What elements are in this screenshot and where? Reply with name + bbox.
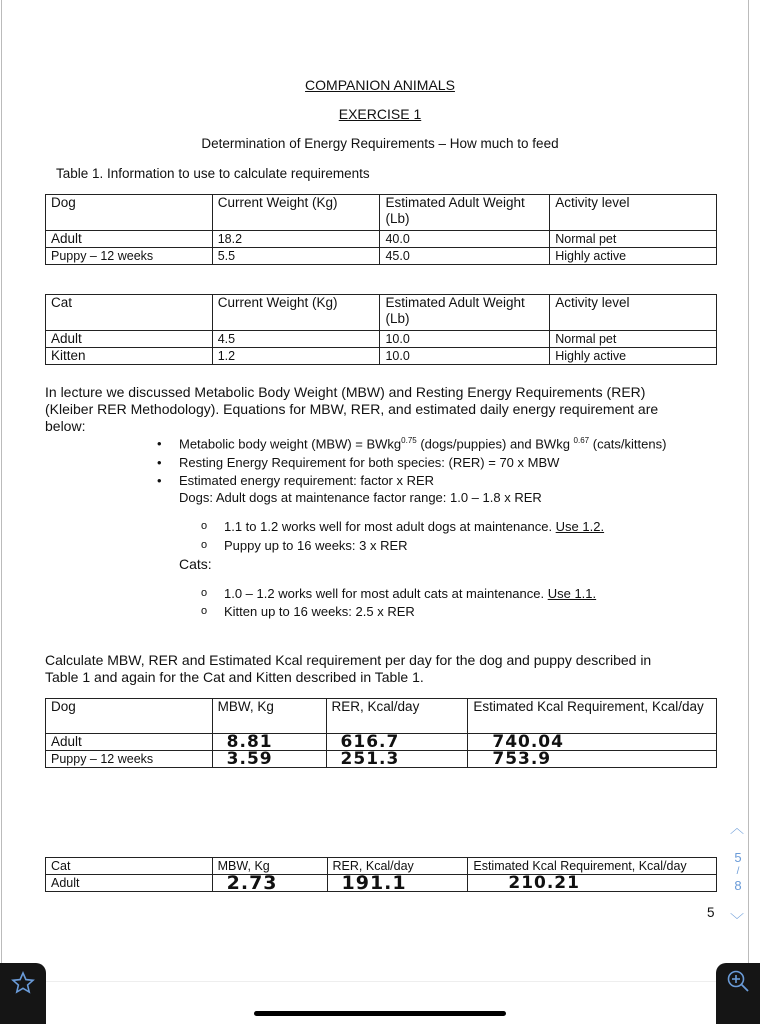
exponent: 0.75 [401,436,417,445]
cell: 1.2 [212,348,380,365]
table-row [46,734,717,751]
cat-calc-table [45,857,717,892]
handwritten-answer: 8.81 [212,734,326,751]
exercise-title [0,106,760,122]
bullet-mbw: • [157,436,162,451]
rer-equation: Resting Energy Requirement for both species: (RER) = 70 x MBW [179,455,560,470]
subtitle: Determination of Energy Requirements – How much to feed [201,136,559,151]
favorite-tab[interactable] [0,963,46,1024]
cell: Puppy – 12 weeks [46,751,213,768]
header-cell: Estimated Kcal Requirement, Kcal/day [468,858,717,875]
header-cell: RER, Kcal/day [327,858,468,875]
cell: 40.0 [380,231,550,248]
cell: 45.0 [380,248,550,265]
cell: 10.0 [380,348,550,365]
text: (cats/kittens) [589,436,667,452]
handwritten-answer: 616.7 [326,734,468,751]
cat-factor-use: Use 1.1. [547,586,597,601]
mbw-equation [179,436,666,451]
home-indicator[interactable] [254,1011,506,1016]
handwritten-answer: 2.73 [212,875,327,892]
cell: 18.2 [212,231,380,248]
circle-bullet: o [201,539,208,551]
text: Metabolic body weight (MBW) = BWkg [179,436,402,452]
table-row [46,231,717,248]
kitten-factor: Kitten up to 16 weeks: 2.5 x RER [224,604,415,619]
table-header-row [46,295,717,331]
text: 1.0 – 1.2 works well for most adult cats at maintenance. [224,586,548,601]
table1-caption: Table 1. Information to use to calculate requirements [56,166,370,181]
calc-instructions: Table 1 and again for the Cat and Kitten described in Table 1. [45,669,424,685]
table-row [46,348,717,365]
intro-text: (Kleiber RER Methodology). Equations for MBW, RER, and estimated daily energy requirement are [45,401,659,417]
cell: 5.5 [212,248,380,265]
table-header-row [46,699,717,734]
star-icon [11,971,35,995]
cat-info-table [45,294,717,365]
handwritten-answer: 3.59 [212,751,326,768]
scroll-down-icon[interactable]: ﹀ [730,912,744,928]
header-cell: Activity level [550,195,717,231]
table-row [46,248,717,265]
text: (dogs/puppies) and BWkg [416,436,574,452]
table-header-row [46,195,717,231]
bullet-eer: • [157,473,162,488]
cell: Adult [46,231,213,248]
scroll-up-icon[interactable]: ︿ [730,820,744,836]
dogs-factor-range: Dogs: Adult dogs at maintenance factor range: 1.0 – 1.8 x RER [179,490,542,505]
text: 1.1 to 1.2 works well for most adult dogs at maintenance. [224,519,556,534]
header-cell: Estimated Kcal Requirement, Kcal/day [468,699,717,734]
header-cell: MBW, Kg [212,699,326,734]
page-separator: / [736,866,740,877]
header-cell: Cat [46,295,213,331]
intro-text: In lecture we discussed Metabolic Body Weight (MBW) and Resting Energy Requirements (RER) [45,384,646,400]
handwritten-answer: 740.04 [468,734,717,751]
page-indicator[interactable] [733,851,743,893]
circle-bullet: o [201,587,208,599]
total-pages: 8 [734,878,742,893]
cell: Normal pet [550,231,717,248]
cell: 10.0 [380,331,550,348]
cell: Highly active [550,248,717,265]
toolbar-divider [0,981,760,982]
circle-bullet: o [201,520,208,532]
exponent: 0.67 [573,436,590,445]
cell: Kitten [46,348,213,365]
dog-info-table [45,194,717,265]
bullet-rer: • [157,455,162,470]
calc-instructions: Calculate MBW, RER and Estimated Kcal requirement per day for the dog and puppy described in [45,652,652,668]
puppy-factor: Puppy up to 16 weeks: 3 x RER [224,538,408,553]
header-cell: Dog [46,699,213,734]
doc-title-text: COMPANION ANIMALS [305,77,455,93]
page-number: 5 [707,905,715,920]
zoom-in-icon [726,969,750,993]
cat-sub1 [224,586,596,601]
table-row [46,331,717,348]
header-cell: MBW, Kg [212,858,327,875]
zoom-tab[interactable] [716,963,760,1024]
circle-bullet: o [201,605,208,617]
header-cell: Cat [46,858,213,875]
cell: Adult [46,875,213,892]
header-cell: Current Weight (Kg) [212,295,380,331]
header-cell: RER, Kcal/day [326,699,468,734]
table-row [46,875,717,892]
header-cell: Dog [46,195,213,231]
current-page: 5 [734,850,742,865]
header-cell: Current Weight (Kg) [212,195,380,231]
cell: 4.5 [212,331,380,348]
table-row [46,751,717,768]
exercise-text: EXERCISE 1 [338,106,422,122]
cell: Normal pet [550,331,717,348]
handwritten-answer: 753.9 [468,751,717,768]
dog-factor-use: Use 1.2. [555,519,605,534]
dog-sub1 [224,519,604,534]
header-cell: Estimated Adult Weight (Lb) [380,195,550,231]
eer-equation: Estimated energy requirement: factor x RER [179,473,435,488]
cell: Adult [46,331,213,348]
cell: Highly active [550,348,717,365]
handwritten-answer: 191.1 [327,875,468,892]
header-cell: Estimated Adult Weight (Lb) [380,295,550,331]
header-cell: Activity level [550,295,717,331]
cell: Adult [46,734,213,751]
dog-calc-table [45,698,717,768]
handwritten-answer: 210.21 [468,875,717,892]
cell: Puppy – 12 weeks [46,248,213,265]
doc-title [0,77,760,93]
handwritten-answer: 251.3 [326,751,468,768]
cats-label: Cats: [179,556,212,572]
intro-text: below: [45,418,86,434]
